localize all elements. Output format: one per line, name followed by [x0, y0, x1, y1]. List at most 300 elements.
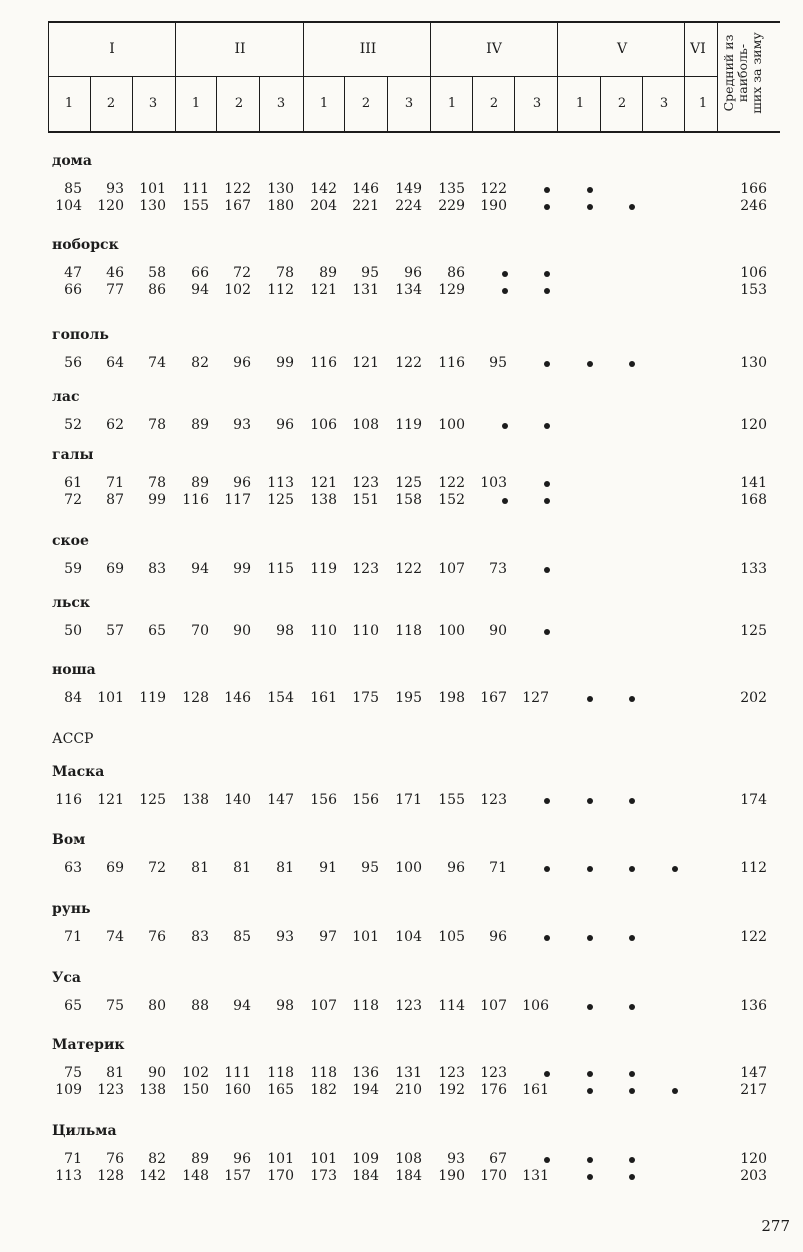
no-data-dot — [544, 629, 550, 635]
table-cell: 82 — [148, 1151, 166, 1167]
table-cell: 109 — [55, 1082, 82, 1098]
avg-cell: 133 — [740, 561, 767, 577]
table-cell: 122 — [395, 355, 422, 371]
table-cell: 158 — [395, 492, 422, 508]
table-cell: 122 — [395, 561, 422, 577]
table-cell: 115 — [267, 561, 294, 577]
table-cell: 128 — [97, 1168, 124, 1184]
month-label: IV — [486, 41, 502, 57]
no-data-dot — [502, 271, 508, 277]
table-cell: 110 — [352, 623, 379, 639]
table-row — [0, 282, 803, 299]
table-cell: 155 — [182, 198, 209, 214]
header-mid-rule — [48, 76, 718, 77]
table-cell: 113 — [267, 475, 294, 491]
table-cell: 102 — [224, 282, 251, 298]
table-row — [0, 492, 803, 509]
table-cell: 108 — [395, 1151, 422, 1167]
table-cell: 89 — [191, 417, 209, 433]
table-cell: 182 — [310, 1082, 337, 1098]
station-name: лас — [52, 389, 80, 405]
no-data-dot — [587, 1071, 593, 1077]
table-cell: 161 — [310, 690, 337, 706]
avg-cell: 202 — [740, 690, 767, 706]
table-cell: 117 — [224, 492, 251, 508]
table-cell: 91 — [319, 860, 337, 876]
no-data-dot — [629, 1157, 635, 1163]
table-cell: 184 — [395, 1168, 422, 1184]
station-name: ноша — [52, 662, 96, 678]
table-cell: 106 — [310, 417, 337, 433]
no-data-dot — [587, 1157, 593, 1163]
table-cell: 71 — [106, 475, 124, 491]
table-row — [0, 1065, 803, 1082]
table-cell: 142 — [310, 181, 337, 197]
decade-separator — [557, 76, 558, 131]
table-cell: 125 — [139, 792, 166, 808]
header-bottom-rule — [48, 131, 780, 133]
table-cell: 86 — [148, 282, 166, 298]
no-data-dot — [544, 498, 550, 504]
table-cell: 96 — [447, 860, 465, 876]
no-data-dot — [587, 1088, 593, 1094]
table-cell: 99 — [148, 492, 166, 508]
decade-label: 2 — [361, 96, 371, 111]
table-row — [0, 860, 803, 877]
table-cell: 151 — [352, 492, 379, 508]
table-cell: 136 — [352, 1065, 379, 1081]
table-row — [0, 355, 803, 372]
no-data-dot — [544, 423, 550, 429]
table-cell: 88 — [191, 998, 209, 1014]
decade-separator — [387, 76, 388, 131]
table-cell: 107 — [438, 561, 465, 577]
table-cell: 75 — [106, 998, 124, 1014]
table-cell: 93 — [233, 417, 251, 433]
table-cell: 93 — [447, 1151, 465, 1167]
table-cell: 170 — [267, 1168, 294, 1184]
table-row — [0, 1151, 803, 1168]
table-cell: 101 — [352, 929, 379, 945]
decade-label: 2 — [234, 96, 244, 111]
avg-header-line: Средний из — [721, 34, 736, 112]
table-cell: 61 — [64, 475, 82, 491]
decade-label: 1 — [64, 96, 74, 111]
avg-header-line: наиболь- — [735, 43, 750, 103]
station-name: гополь — [52, 327, 109, 343]
table-cell: 70 — [191, 623, 209, 639]
table-cell: 98 — [276, 998, 294, 1014]
no-data-dot — [629, 1088, 635, 1094]
no-data-dot — [544, 1071, 550, 1077]
table-cell: 76 — [148, 929, 166, 945]
avg-cell: 168 — [740, 492, 767, 508]
avg-column-header — [721, 24, 764, 122]
table-cell: 66 — [64, 282, 82, 298]
table-cell: 89 — [191, 1151, 209, 1167]
table-cell: 131 — [352, 282, 379, 298]
table-cell: 100 — [395, 860, 422, 876]
table-cell: 113 — [55, 1168, 82, 1184]
table-cell: 107 — [310, 998, 337, 1014]
table-cell: 66 — [191, 265, 209, 281]
table-cell: 104 — [395, 929, 422, 945]
table-cell: 90 — [489, 623, 507, 639]
table-cell: 69 — [106, 561, 124, 577]
table-cell: 93 — [276, 929, 294, 945]
table-cell: 100 — [438, 417, 465, 433]
table-cell: 150 — [182, 1082, 209, 1098]
table-cell: 67 — [489, 1151, 507, 1167]
table-cell: 94 — [191, 561, 209, 577]
table-cell: 123 — [352, 475, 379, 491]
table-cell: 81 — [191, 860, 209, 876]
table-cell: 93 — [106, 181, 124, 197]
table-cell: 116 — [182, 492, 209, 508]
table-cell: 75 — [64, 1065, 82, 1081]
decade-separator — [430, 76, 431, 131]
table-cell: 94 — [191, 282, 209, 298]
table-cell: 204 — [310, 198, 337, 214]
decade-label: 3 — [532, 96, 542, 111]
table-cell: 142 — [139, 1168, 166, 1184]
avg-cell: 141 — [740, 475, 767, 491]
table-cell: 148 — [182, 1168, 209, 1184]
table-cell: 58 — [148, 265, 166, 281]
no-data-dot — [544, 187, 550, 193]
table-cell: 103 — [480, 475, 507, 491]
table-cell: 131 — [395, 1065, 422, 1081]
table-cell: 78 — [148, 475, 166, 491]
table-cell: 123 — [97, 1082, 124, 1098]
table-cell: 138 — [182, 792, 209, 808]
month-label: VI — [690, 41, 706, 57]
avg-cell: 174 — [740, 792, 767, 808]
table-cell: 96 — [489, 929, 507, 945]
table-cell: 123 — [480, 792, 507, 808]
table-cell: 180 — [267, 198, 294, 214]
table-cell: 224 — [395, 198, 422, 214]
station-name: Вом — [52, 832, 86, 848]
table-cell: 57 — [106, 623, 124, 639]
no-data-dot — [629, 204, 635, 210]
table-row — [0, 1082, 803, 1099]
table-cell: 123 — [352, 561, 379, 577]
table-cell: 102 — [182, 1065, 209, 1081]
table-cell: 89 — [319, 265, 337, 281]
no-data-dot — [629, 935, 635, 941]
table-cell: 59 — [64, 561, 82, 577]
station-name: ноборск — [52, 237, 119, 253]
table-cell: 65 — [64, 998, 82, 1014]
table-cell: 125 — [395, 475, 422, 491]
no-data-dot — [629, 866, 635, 872]
no-data-dot — [502, 423, 508, 429]
no-data-dot — [629, 798, 635, 804]
table-cell: 84 — [64, 690, 82, 706]
table-cell: 72 — [233, 265, 251, 281]
station-name: ское — [52, 533, 89, 549]
avg-cell: 136 — [740, 998, 767, 1014]
table-cell: 81 — [233, 860, 251, 876]
decade-separator — [175, 76, 176, 131]
table-row — [0, 1168, 803, 1185]
page-number: 277 — [761, 1217, 790, 1235]
month-label: I — [109, 41, 115, 57]
no-data-dot — [587, 187, 593, 193]
station-name: рунь — [52, 901, 91, 917]
table-cell: 107 — [480, 998, 507, 1014]
table-cell: 71 — [64, 1151, 82, 1167]
table-cell: 156 — [310, 792, 337, 808]
table-cell: 167 — [224, 198, 251, 214]
table-cell: 149 — [395, 181, 422, 197]
avg-cell: 203 — [740, 1168, 767, 1184]
table-cell: 81 — [106, 1065, 124, 1081]
decade-separator — [514, 76, 515, 131]
table-cell: 108 — [352, 417, 379, 433]
table-cell: 71 — [489, 860, 507, 876]
table-cell: 130 — [139, 198, 166, 214]
avg-header-line: ших за зиму — [749, 32, 764, 114]
table-cell: 72 — [64, 492, 82, 508]
table-cell: 125 — [267, 492, 294, 508]
table-cell: 96 — [404, 265, 422, 281]
avg-cell: 112 — [740, 860, 767, 876]
table-cell: 99 — [276, 355, 294, 371]
no-data-dot — [587, 866, 593, 872]
table-cell: 167 — [480, 690, 507, 706]
station-name: льск — [52, 595, 91, 611]
decade-separator — [472, 76, 473, 131]
table-cell: 101 — [97, 690, 124, 706]
table-cell: 72 — [148, 860, 166, 876]
no-data-dot — [544, 271, 550, 277]
table-cell: 121 — [97, 792, 124, 808]
table-cell: 161 — [522, 1082, 549, 1098]
no-data-dot — [544, 798, 550, 804]
no-data-dot — [629, 696, 635, 702]
table-cell: 154 — [267, 690, 294, 706]
table-cell: 83 — [148, 561, 166, 577]
table-cell: 121 — [352, 355, 379, 371]
decade-separator — [344, 76, 345, 131]
table-cell: 74 — [148, 355, 166, 371]
table-cell: 69 — [106, 860, 124, 876]
no-data-dot — [502, 288, 508, 294]
table-cell: 95 — [489, 355, 507, 371]
table-cell: 155 — [438, 792, 465, 808]
decade-label: 1 — [447, 96, 457, 111]
table-cell: 123 — [395, 998, 422, 1014]
table-row — [0, 792, 803, 809]
table-cell: 165 — [267, 1082, 294, 1098]
decade-separator — [90, 76, 91, 131]
table-cell: 192 — [438, 1082, 465, 1098]
table-cell: 96 — [233, 1151, 251, 1167]
decade-label: 1 — [575, 96, 585, 111]
decade-separator — [303, 76, 304, 131]
table-cell: 118 — [267, 1065, 294, 1081]
table-cell: 64 — [106, 355, 124, 371]
no-data-dot — [587, 204, 593, 210]
table-cell: 101 — [139, 181, 166, 197]
table-cell: 175 — [352, 690, 379, 706]
table-cell: 76 — [106, 1151, 124, 1167]
table-cell: 101 — [267, 1151, 294, 1167]
table-cell: 122 — [480, 181, 507, 197]
no-data-dot — [544, 204, 550, 210]
table-row — [0, 690, 803, 707]
no-data-dot — [629, 1174, 635, 1180]
table-cell: 121 — [310, 282, 337, 298]
table-cell: 123 — [438, 1065, 465, 1081]
station-name: Материк — [52, 1037, 125, 1053]
table-cell: 77 — [106, 282, 124, 298]
no-data-dot — [629, 1004, 635, 1010]
table-cell: 87 — [106, 492, 124, 508]
table-cell: 119 — [310, 561, 337, 577]
decade-separator — [642, 76, 643, 131]
avg-cell: 166 — [740, 181, 767, 197]
table-cell: 74 — [106, 929, 124, 945]
avg-cell: 106 — [740, 265, 767, 281]
avg-cell: 147 — [740, 1065, 767, 1081]
table-cell: 120 — [97, 198, 124, 214]
no-data-dot — [544, 1157, 550, 1163]
no-data-dot — [544, 361, 550, 367]
table-cell: 138 — [310, 492, 337, 508]
table-row — [0, 929, 803, 946]
no-data-dot — [544, 481, 550, 487]
table-cell: 127 — [522, 690, 549, 706]
avg-cell: 125 — [740, 623, 767, 639]
table-cell: 121 — [310, 475, 337, 491]
table-row — [0, 475, 803, 492]
table-cell: 80 — [148, 998, 166, 1014]
table-cell: 47 — [64, 265, 82, 281]
table-cell: 111 — [182, 181, 209, 197]
table-cell: 130 — [267, 181, 294, 197]
table-cell: 81 — [276, 860, 294, 876]
table-cell: 46 — [106, 265, 124, 281]
table-cell: 170 — [480, 1168, 507, 1184]
no-data-dot — [587, 361, 593, 367]
table-cell: 221 — [352, 198, 379, 214]
decade-label: 3 — [148, 96, 158, 111]
table-cell: 85 — [233, 929, 251, 945]
table-cell: 86 — [447, 265, 465, 281]
table-cell: 184 — [352, 1168, 379, 1184]
avg-cell: 120 — [740, 1151, 767, 1167]
table-cell: 104 — [55, 198, 82, 214]
decade-separator — [684, 76, 685, 131]
decade-label: 1 — [191, 96, 201, 111]
table-cell: 210 — [395, 1082, 422, 1098]
table-row — [0, 417, 803, 434]
station-name: Маска — [52, 764, 105, 780]
no-data-dot — [502, 498, 508, 504]
avg-cell: 153 — [740, 282, 767, 298]
no-data-dot — [544, 866, 550, 872]
table-cell: 96 — [233, 475, 251, 491]
table-cell: 97 — [319, 929, 337, 945]
month-separator — [717, 23, 718, 131]
decade-label: 2 — [106, 96, 116, 111]
table-cell: 83 — [191, 929, 209, 945]
month-separator — [48, 23, 49, 131]
table-cell: 116 — [310, 355, 337, 371]
table-cell: 135 — [438, 181, 465, 197]
table-cell: 89 — [191, 475, 209, 491]
table-cell: 62 — [106, 417, 124, 433]
table-cell: 131 — [522, 1168, 549, 1184]
header-top-rule — [48, 21, 780, 23]
table-row — [0, 998, 803, 1015]
table-cell: 190 — [480, 198, 507, 214]
table-cell: 100 — [438, 623, 465, 639]
table-cell: 90 — [233, 623, 251, 639]
table-cell: 82 — [191, 355, 209, 371]
avg-cell: 246 — [740, 198, 767, 214]
table-cell: 96 — [276, 417, 294, 433]
table-cell: 122 — [224, 181, 251, 197]
table-cell: 157 — [224, 1168, 251, 1184]
station-name: АССР — [52, 731, 94, 747]
table-cell: 50 — [64, 623, 82, 639]
table-cell: 110 — [310, 623, 337, 639]
no-data-dot — [544, 288, 550, 294]
decade-label: 1 — [319, 96, 329, 111]
table-cell: 112 — [267, 282, 294, 298]
decade-label: 3 — [276, 96, 286, 111]
avg-cell: 120 — [740, 417, 767, 433]
table-cell: 109 — [352, 1151, 379, 1167]
table-cell: 146 — [224, 690, 251, 706]
month-label: V — [616, 41, 628, 57]
table-cell: 116 — [438, 355, 465, 371]
table-cell: 52 — [64, 417, 82, 433]
table-row — [0, 265, 803, 282]
table-cell: 85 — [64, 181, 82, 197]
table-row — [0, 181, 803, 198]
table-cell: 96 — [233, 355, 251, 371]
table-cell: 65 — [148, 623, 166, 639]
table-cell: 173 — [310, 1168, 337, 1184]
table-cell: 129 — [438, 282, 465, 298]
no-data-dot — [544, 935, 550, 941]
decade-label: 2 — [617, 96, 627, 111]
table-cell: 105 — [438, 929, 465, 945]
table-cell: 95 — [361, 265, 379, 281]
table-cell: 71 — [64, 929, 82, 945]
no-data-dot — [587, 1174, 593, 1180]
table-cell: 195 — [395, 690, 422, 706]
table-cell: 118 — [352, 998, 379, 1014]
no-data-dot — [587, 798, 593, 804]
decade-label: 1 — [698, 96, 708, 111]
no-data-dot — [544, 567, 550, 573]
table-cell: 122 — [438, 475, 465, 491]
table-row — [0, 198, 803, 215]
table-cell: 98 — [276, 623, 294, 639]
month-label: III — [359, 41, 377, 57]
table-cell: 73 — [489, 561, 507, 577]
table-cell: 118 — [310, 1065, 337, 1081]
decade-separator — [259, 76, 260, 131]
table-cell: 114 — [438, 998, 465, 1014]
avg-cell: 130 — [740, 355, 767, 371]
